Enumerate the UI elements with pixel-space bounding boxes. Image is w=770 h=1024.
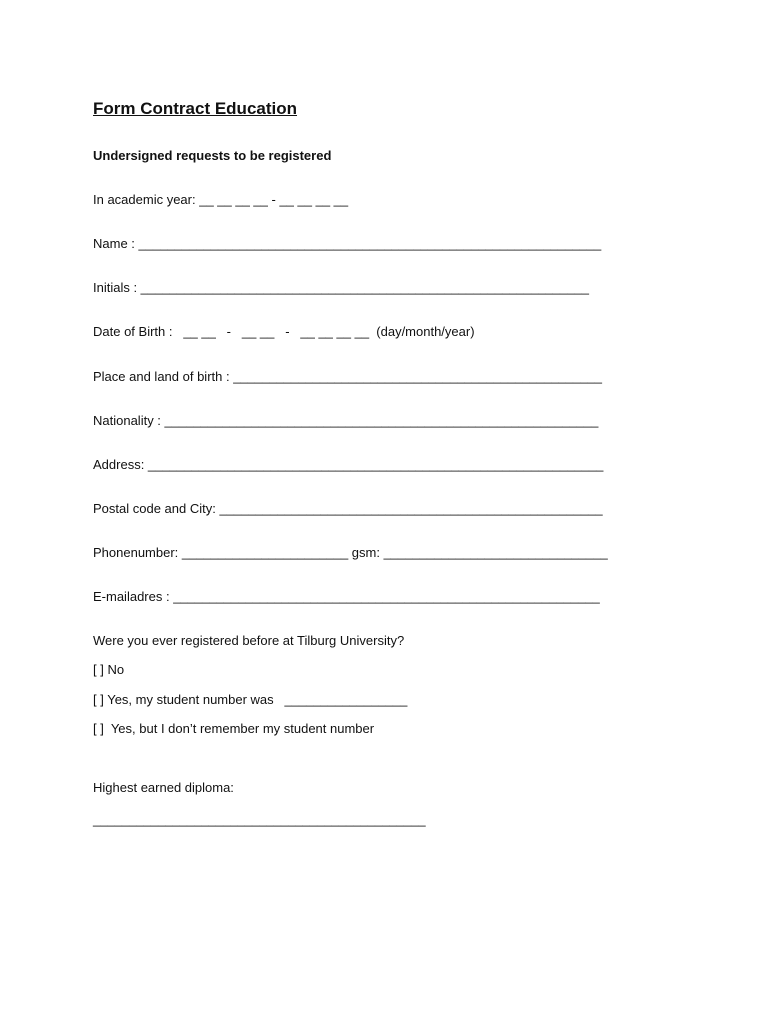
- form-subtitle: Undersigned requests to be registered: [93, 148, 332, 163]
- name-field[interactable]: Name : ________________________________________________________________: [93, 236, 602, 251]
- email-field[interactable]: E-mailadres : ___________________________________________________________: [93, 589, 600, 604]
- diploma-label: Highest earned diploma:: [93, 780, 234, 795]
- option-yes-number[interactable]: [ ] Yes, my student number was _________________: [93, 692, 408, 707]
- address-field[interactable]: Address: _______________________________________________________________: [93, 457, 604, 472]
- option-no[interactable]: [ ] No: [93, 662, 125, 677]
- initials-field[interactable]: Initials : ______________________________________________________________: [93, 280, 589, 295]
- phone-field[interactable]: Phonenumber: _______________________ gsm: _______________________________: [93, 545, 608, 560]
- form-title: Form Contract Education: [93, 99, 298, 118]
- option-yes-forgot[interactable]: [ ] Yes, but I don’t remember my student number: [93, 721, 375, 736]
- diploma-field[interactable]: ______________________________________________: [93, 812, 426, 827]
- date-of-birth-field[interactable]: Date of Birth : __ __ - __ __ - __ __ __ __ (day/month/year): [93, 324, 475, 339]
- place-of-birth-field[interactable]: Place and land of birth : ___________________________________________________: [93, 369, 602, 384]
- nationality-field[interactable]: Nationality : ____________________________________________________________: [93, 413, 599, 428]
- postal-code-city-field[interactable]: Postal code and City: _____________________________________________________: [93, 501, 603, 516]
- academic-year-field[interactable]: In academic year: __ __ __ __ - __ __ __ __: [93, 192, 349, 207]
- registered-before-question: Were you ever registered before at Tilburg University?: [93, 633, 405, 648]
